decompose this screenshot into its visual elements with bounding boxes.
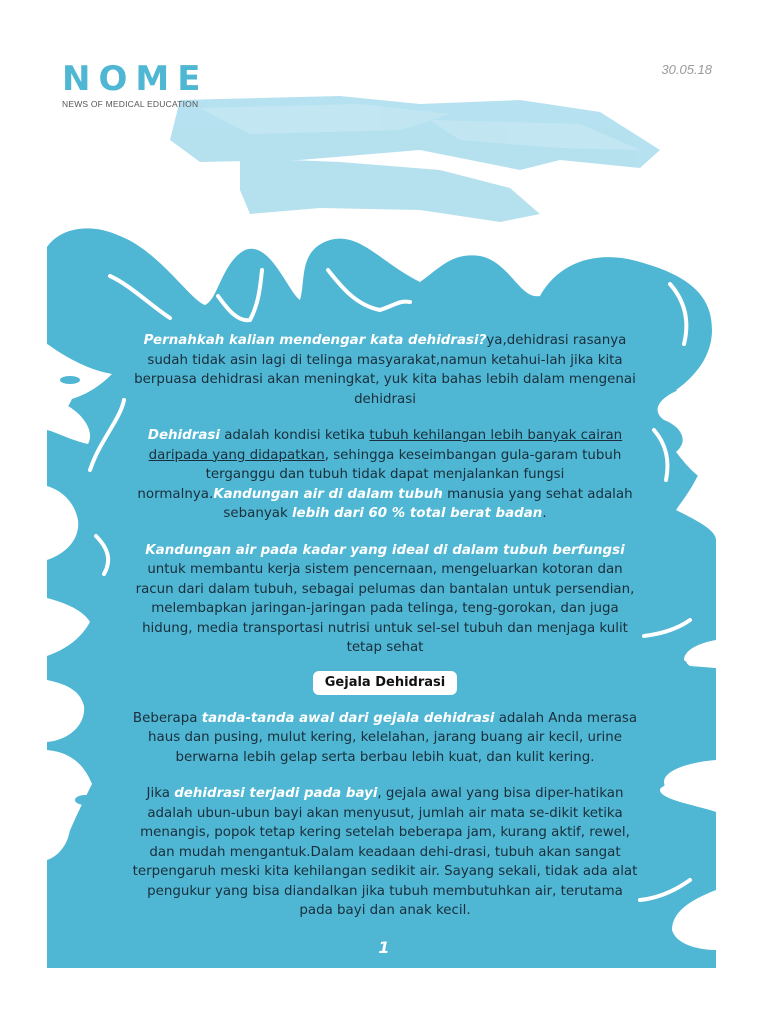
paragraph-infants [130, 784, 640, 921]
body-text: Jika [146, 786, 175, 801]
section-heading-badge: Gejala Dehidrasi [313, 671, 457, 695]
body-text: ya,dehidrasi rasanya sudah tidak asin lagi di telinga masyarakat,namun ketahui-lah jika kita berpuasa dehidrasi akan meningkat, yuk kita bahas lebih dalam mengenai dehidrasi [134, 333, 636, 407]
highlight-text: Pernahkah kalian mendengar kata dehidrasi? [143, 333, 487, 348]
body-text: , sehingga keseimbangan gula-garam tubuh terganggu dan tubuh tidak dapat menjalankan fungsi normalnya. [137, 447, 622, 502]
logo-subtitle: NEWS OF MEDICAL EDUCATION [62, 99, 199, 109]
highlight-text: Dehidrasi [147, 428, 220, 443]
logo [62, 59, 209, 109]
issue-date: 30.05.18 [661, 62, 712, 77]
body-text: Beberapa [132, 710, 202, 726]
page-number: 1 [378, 938, 390, 957]
logo-title: NOME [62, 59, 209, 99]
highlight-text: lebih dari 60 % total berat badan [291, 506, 543, 521]
underlined-text: tubuh kehilangan lebih banyak cairan daripada yang didapatkan [148, 428, 623, 463]
section-heading-wrap [130, 671, 640, 695]
highlight-text: Kandungan air di dalam tubuh [213, 486, 443, 502]
highlight-text: dehidrasi terjadi pada bayi [174, 786, 378, 801]
highlight-text: tanda-tanda awal dari gejala dehidrasi [201, 710, 495, 726]
paragraph-symptoms [130, 709, 640, 768]
paragraph-function [130, 541, 640, 658]
body-text: . [542, 506, 547, 521]
highlight-text: Kandungan air pada kadar yang ideal di dalam tubuh berfungsi [145, 542, 625, 558]
body-text: manusia yang sehat adalah sebanyak [223, 486, 633, 521]
article-body [130, 331, 640, 938]
body-text: adalah Anda merasa haus dan pusing, mulut kering, kelelahan, jarang buang air kecil, urine berwarna lebih gelap serta berbau lebih kuat, dan kulit kering. [148, 710, 638, 765]
body-text: untuk membantu kerja sistem pencernaan, mengeluarkan kotoran dan racun dari dalam tubuh, sebagai pelumas dan bantalan untuk persendian, melembapkan jaringan-jaringan pada telinga, teng-gorokan, dan juga hidung, media transportasi nutrisi untuk sel-sel tubuh dan menjaga kulit tetap sehat [135, 562, 635, 655]
paragraph-definition [130, 426, 640, 524]
body-text: adalah kondisi ketika [219, 428, 370, 443]
body-text: , gejala awal yang bisa diper-hatikan adalah ubun-ubun bayi akan menyusut, jumlah air mata se-dikit ketika menangis, popok tetap kering setelah beberapa jam, kurang aktif, rewel, dan mudah mengantuk.Dalam keadaan dehi-drasi, tubuh akan sangat terpengaruh meski kita kehilangan sedikit air. Sayang sekali, tidak ada alat pengukur yang bisa diandalkan jika tubuh membutuhkan air, terutama pada bayi dan anak kecil. [132, 786, 638, 918]
paragraph-intro [130, 331, 640, 409]
